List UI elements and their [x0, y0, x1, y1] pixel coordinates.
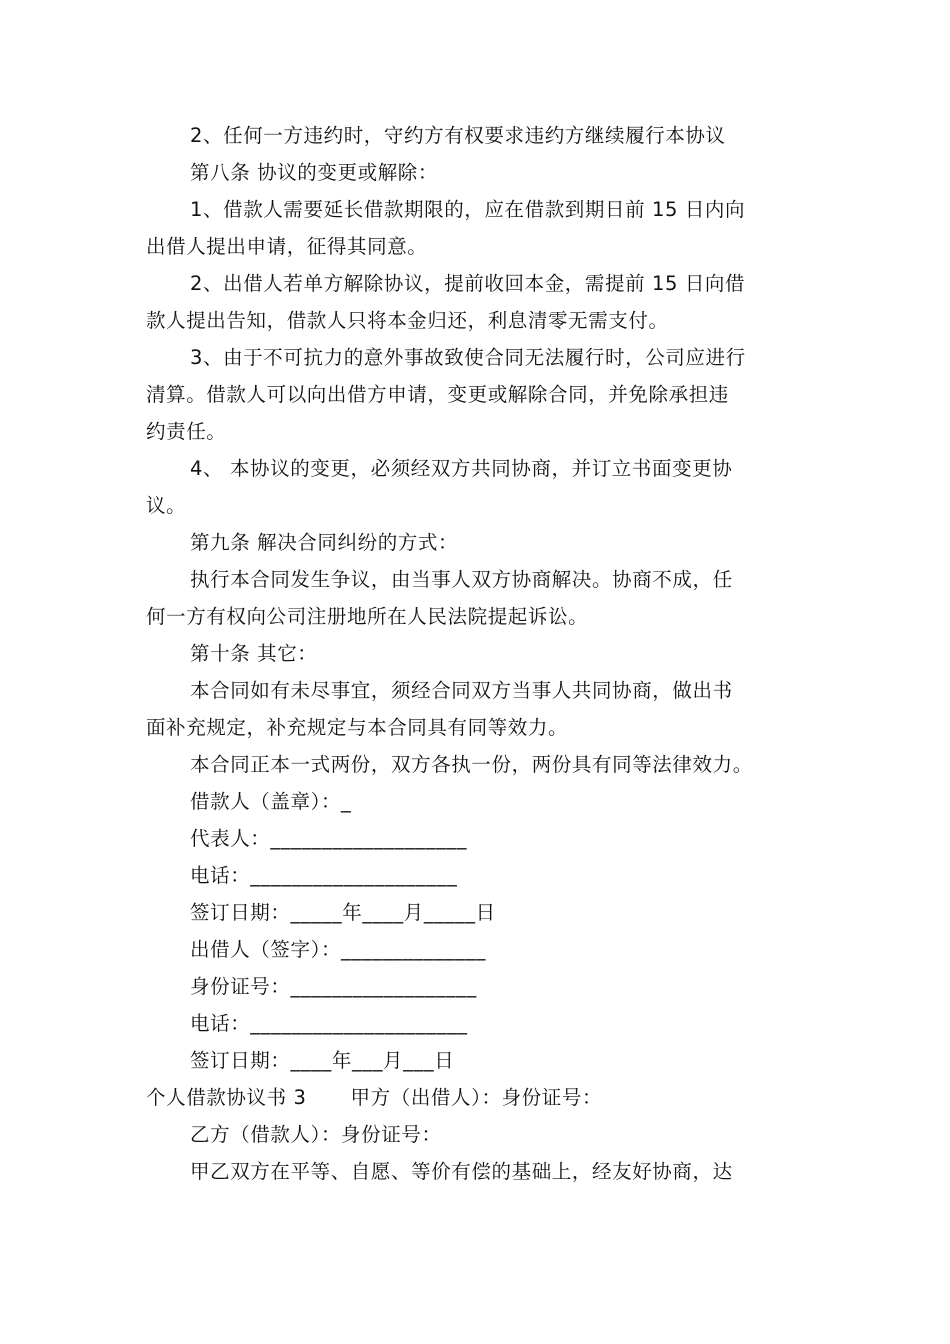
paragraph-line: 议。 [146, 494, 187, 517]
paragraph-line: 出借人提出申请，征得其同意。 [146, 235, 428, 258]
section-heading: 第八条 协议的变更或解除： [190, 161, 438, 184]
party-b-line: 乙方（借款人）：身份证号： [190, 1123, 442, 1146]
signature-field: 出借人（签字）：______________ [190, 938, 486, 961]
signature-field: 电话：____________________ [190, 864, 458, 887]
paragraph-line: 本合同如有未尽事宜，须经合同双方当事人共同协商，做出书 [190, 679, 733, 702]
signature-field: 签订日期：____年___月___日 [190, 1049, 455, 1072]
paragraph-line: 1、借款人需要延长借款期限的，应在借款到期日前 15 日内向 [190, 198, 746, 221]
paragraph-line: 2、任何一方违约时，守约方有权要求违约方继续履行本协议 [190, 124, 726, 147]
party-a-line: 甲方（出借人）：身份证号： [350, 1086, 603, 1109]
document-title: 个人借款协议书 3 [146, 1086, 307, 1109]
paragraph-line: 何一方有权向公司注册地所在人民法院提起诉讼。 [146, 605, 589, 628]
paragraph-line: 本合同正本一式两份，双方各执一份，两份具有同等法律效力。 [190, 753, 753, 776]
doc-title-line [146, 1085, 816, 1111]
paragraph-line: 约责任。 [146, 420, 227, 443]
signature-field: 代表人：___________________ [190, 827, 468, 850]
paragraph-line: 清算。借款人可以向出借方申请，变更或解除合同，并免除承担违 [146, 383, 729, 406]
section-heading: 第九条 解决合同纠纷的方式： [190, 531, 459, 554]
signature-field: 电话：_____________________ [190, 1012, 468, 1035]
paragraph-line: 4、 本协议的变更，必须经双方共同协商，并订立书面变更协 [190, 457, 733, 480]
section-heading: 第十条 其它： [190, 642, 318, 665]
signature-field: 借款人（盖章）：_ [190, 790, 352, 813]
paragraph-line: 2、出借人若单方解除协议，提前收回本金，需提前 15 日向借 [190, 272, 746, 295]
paragraph-line: 面补充规定，补充规定与本合同具有同等效力。 [146, 716, 569, 739]
paragraph-line: 款人提出告知，借款人只将本金归还，利息清零无需支付。 [146, 309, 669, 332]
paragraph-line: 3、由于不可抗力的意外事故致使合同无法履行时，公司应进行 [190, 346, 746, 369]
signature-field: 身份证号：__________________ [190, 975, 477, 998]
paragraph-line: 执行本合同发生争议，由当事人双方协商解决。协商不成，任 [190, 568, 733, 591]
paragraph-line: 甲乙双方在平等、自愿、等价有偿的基础上，经友好协商，达 [190, 1160, 733, 1183]
signature-field: 签订日期：_____年____月_____日 [190, 901, 496, 924]
